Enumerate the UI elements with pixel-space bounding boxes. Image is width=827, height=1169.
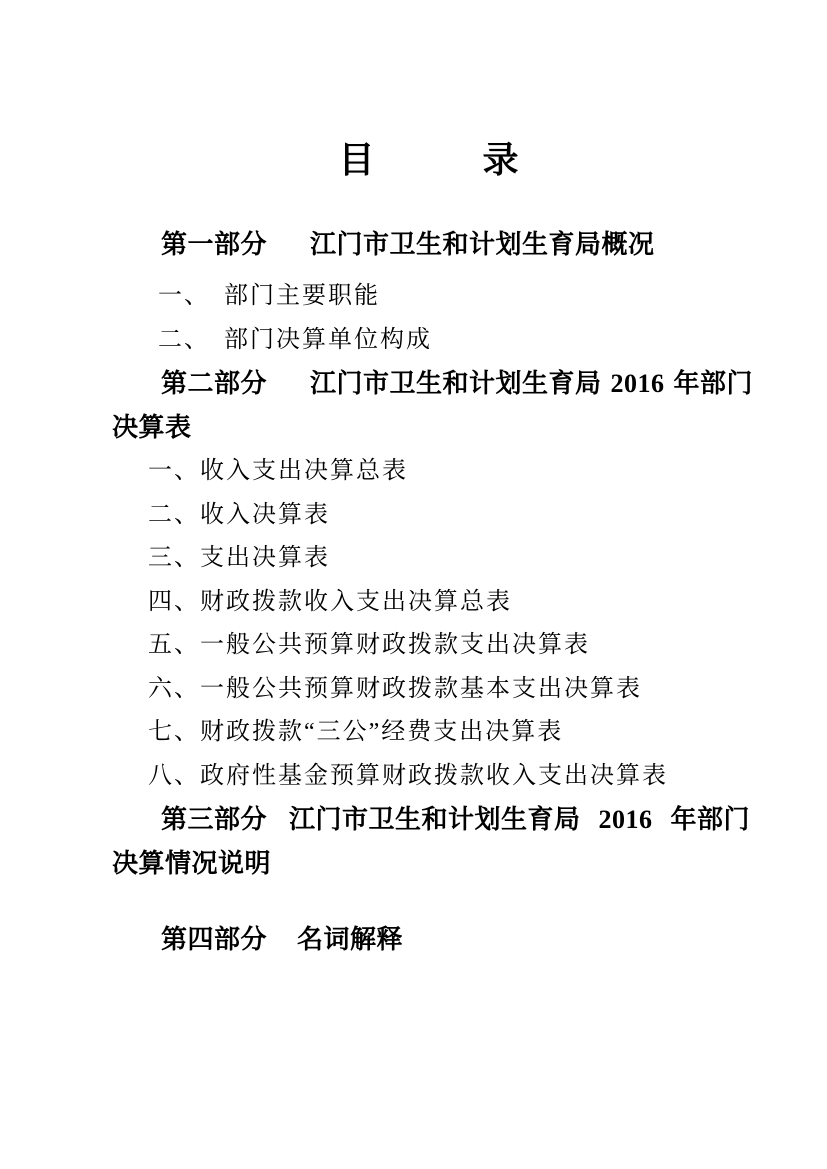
part-2-heading	[112, 362, 754, 450]
toc-item: 一、 部门主要职能	[158, 283, 380, 309]
toc-item: 二、 部门决算单位构成	[158, 326, 432, 353]
part-1-title: 江门市卫生和计划生育局概况	[310, 230, 655, 259]
heading-gap	[267, 252, 310, 253]
toc-item: 四、财政拨款收入支出决算总表	[148, 588, 512, 615]
part-2-number: 第二部分	[161, 369, 268, 398]
page-title: 目 录	[338, 140, 519, 180]
heading-gap	[267, 947, 297, 948]
part-3-title-line2: 决算情况说明	[112, 849, 272, 878]
part-1-heading	[112, 223, 717, 267]
toc-item: 五、一般公共预算财政拨款支出决算表	[148, 632, 590, 658]
heading-gap	[267, 827, 289, 828]
part-2-title-line2: 决算表	[112, 413, 192, 442]
part-4-title: 名词解释	[297, 925, 404, 954]
part-1-number: 第一部分	[161, 230, 268, 259]
toc-item: 七、财政拨款“三公”经费支出决算表	[148, 719, 564, 745]
part-4-heading	[112, 918, 717, 962]
toc-item: 六、一般公共预算财政拨款基本支出决算表	[148, 675, 642, 702]
heading-gap	[267, 391, 310, 392]
part-3-heading	[112, 798, 751, 886]
toc-item: 三、支出决算表	[148, 545, 330, 571]
part-4-number: 第四部分	[161, 925, 268, 954]
toc-item: 二、收入决算表	[148, 501, 330, 528]
toc-item: 八、政府性基金预算财政拨款收入支出决算表	[148, 762, 668, 789]
part-2-title-line1: 江门市卫生和计划生育局 2016 年部门	[310, 369, 754, 398]
part-3-title-line1: 江门市卫生和计划生育局 2016 年部门	[289, 805, 751, 834]
toc-item: 一、收入支出决算总表	[148, 458, 408, 484]
part-3-number: 第三部分	[161, 805, 268, 834]
